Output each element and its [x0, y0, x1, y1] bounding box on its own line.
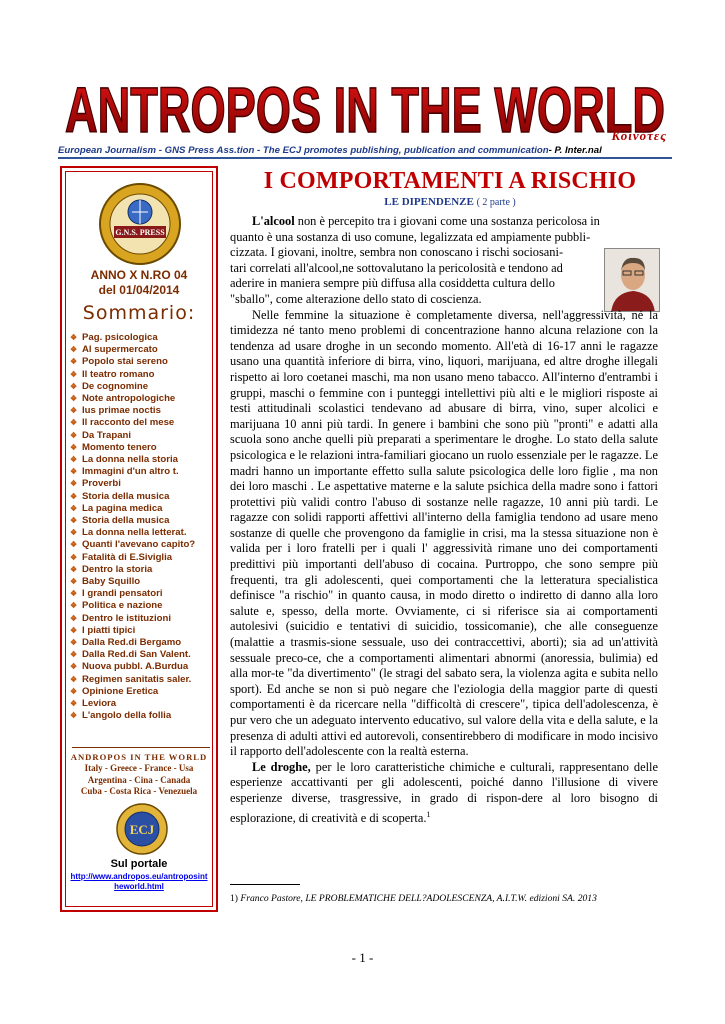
toc-item: [70, 564, 195, 576]
diamond-bullet-icon: ❖: [70, 442, 78, 452]
aitw-countries-line: Italy - Greece - France - Usa: [84, 763, 194, 774]
toc-item-label: Popolo stai sereno: [82, 356, 168, 368]
toc-item: [70, 686, 195, 698]
toc-item: [70, 430, 195, 442]
toc-item-label: Baby Squillo: [82, 576, 141, 588]
diamond-bullet-icon: ❖: [70, 345, 78, 355]
diamond-bullet-icon: ❖: [70, 394, 78, 404]
toc-item-label: Politica e nazione: [82, 600, 163, 612]
diamond-bullet-icon: ❖: [70, 418, 78, 428]
diamond-bullet-icon: ❖: [70, 455, 78, 465]
diamond-bullet-icon: ❖: [70, 357, 78, 367]
droghe-lead: Le droghe,: [252, 759, 311, 774]
toc-item-label: Momento tenero: [82, 441, 157, 453]
toc-item: [70, 539, 195, 551]
toc-item-label: Storia della musica: [82, 515, 170, 527]
toc-item-label: Ius primae noctis: [82, 405, 161, 417]
toc-item: [70, 625, 195, 637]
footnote: 1) Franco Pastore, LE PROBLEMATICHE DELL?ADOLESCENZA, A.I.T.W. edizioni SA. 2013: [230, 893, 597, 904]
diamond-bullet-icon: ❖: [70, 564, 78, 574]
article-body: [230, 214, 658, 826]
toc-item-label: De cognomine: [82, 380, 149, 392]
diamond-bullet-icon: ❖: [70, 491, 78, 501]
toc-item-label: L'angolo della follia: [82, 710, 172, 722]
toc-item-label: Dalla Red.di Bergamo: [82, 637, 182, 649]
toc-item-label: Dalla Red.di San Valent.: [82, 649, 191, 661]
gns-press-seal-logo: [98, 182, 182, 266]
alcool-lead: L'alcool: [252, 214, 295, 228]
toc-item-label: Leviora: [82, 698, 117, 710]
diamond-bullet-icon: ❖: [70, 516, 78, 526]
masthead-logo: [60, 72, 670, 144]
diamond-bullet-icon: ❖: [70, 540, 78, 550]
portal-link[interactable]: http://www.andropos.eu/antroposint heworld.html: [70, 872, 208, 891]
toc-item-label: I piatti tipici: [82, 624, 136, 636]
sidebar: [60, 166, 218, 912]
diamond-bullet-icon: ❖: [70, 699, 78, 709]
paragraph-droghe: Le droghe, per le loro caratteristiche chimiche e culturali, rappresentano delle esperienze accattivanti per gli adolescenti, poiché danno l'illusione di vivere esperienze diverse, trasgressive, in grado di rispon-dere al loro bisogno di esplorazione, di creatività e di scoperta.$^1$: [230, 759, 658, 825]
diamond-bullet-icon: ❖: [70, 601, 78, 611]
diamond-bullet-icon: ❖: [70, 613, 78, 623]
diamond-bullet-icon: ❖: [70, 662, 78, 672]
toc-item-label: Quanti l'avevano capito?: [82, 539, 196, 551]
aitw-countries-line: Cuba - Costa Rica - Venezuela: [80, 786, 198, 797]
toc-item: [70, 393, 195, 405]
sidebar-inner: [65, 171, 213, 907]
toc-item: [70, 588, 195, 600]
toc-item: [70, 527, 195, 539]
header-rule: [58, 157, 672, 159]
toc-item-label: Storia della musica: [82, 490, 170, 502]
diamond-bullet-icon: ❖: [70, 674, 78, 684]
toc-item: [70, 369, 195, 381]
diamond-bullet-icon: ❖: [70, 650, 78, 660]
aitw-heading: ANDROPOS IN THE WORLD: [70, 752, 208, 762]
diamond-bullet-icon: ❖: [70, 528, 78, 538]
toc-item: [70, 576, 195, 588]
toc-item-label: La pagina medica: [82, 502, 163, 514]
toc-item-label: Regimen sanitatis saler.: [82, 673, 192, 685]
toc-item-label: Nuova pubbl. A.Burdua: [82, 661, 189, 673]
toc-item: [70, 637, 195, 649]
paragraph-femmine: Nelle femmine la situazione è completamente diversa, nell'aggressività, né la timidezza né tanto meno problemi di concentrazione hanno alcuna relazione con la tendenza ad usare droghe in un secondo momento. All'età di 16-17 anni le ragazze usano una quantità inferiore di birra, vino, liquori, marijuana, ed altre droghe illegali rispetto ai loro coetanei maschi, ma non usano meno tabacco. All'interno d'entrambi i gruppi, maschi o femmine con i punteggi intellettivi più alti e le migliori risposte ai testi attitudinali scolastici tendevano ad abusare di birra, vino, super alcolici e marijuana 10 anni più tardi. In genere i bambini che sono più "pronti" e adatti alla scuola sono anche quelli più preparati a sperimentare le droghe. Lo stato della salute psicologica e le relazioni intra-familiari giocano un ruolo essenziale per le ragazze. Le madri hanno un importante effetto sulla salute psicologica delle loro figlie , ma non dei loro maschi . Le aspettative materne e la salute psichica della madre sono i fattori protettivi più validi contro l'abuso di sostanze nelle ragazze, 10 anni più tardi. Le ragazze con solidi rapporti affettivi all'interno della famiglia tendono ad usare meno sostanze di quelle che provengono da famiglie in crisi, ma la stessa situazione non è valida per i loro fratelli per i quali l' aggressività rimane uno dei comportamenti predittivi più importanti dell'abuso di cocaina. Purtroppo, che sono sempre più frequenti, tra gli adolescenti, quei comportamenti che la letteratura specialistica definisce "a rischio" in quanto causa, in modo diretto o indiretto di danno alla loro salute e, spesso, della morte. Ovviamente, ci si riferisce sia ai comportamenti autolesivi (suicidio e tentativi di suicidio, tossicomanie), che alle conseguenze (malattie a trasmis-sione sessuale, uso dei contraccettivi, aborti); sia ad un'attività sessuale preco-ce, che a comportamenti alimentari abnormi (anoressia, bulimia) ed alla mor-te "da divertimento" (le stragi del sabato sera, la violenza agita e subita nello sport). Ed anche se non si può negare che l'eziologia della maggior parte di questi comportamenti è da ricercare nella "difficoltà di crescere", tipica dell'adolescenza, è pur vero che un adeguato intervento educativo, sul valore della vita e della salute, e la presenza di adulti attivi ed autorevoli, consentirebbero di modificare in modo incisivo il rapporto dell'adolescente con la realtà esterna.: [230, 307, 658, 759]
diamond-bullet-icon: ❖: [70, 369, 78, 379]
toc-item-label: Pag. psicologica: [82, 332, 158, 343]
diamond-bullet-icon: ❖: [70, 686, 78, 696]
masthead-greek-word: Κοινὸτες: [611, 128, 667, 143]
seal-text: G.N.S. PRESS: [115, 228, 165, 237]
diamond-bullet-icon: ❖: [70, 577, 78, 587]
table-of-contents: [70, 332, 195, 723]
toc-item: [70, 649, 195, 661]
issue-info: [66, 268, 212, 298]
masthead-tagline: [58, 145, 678, 156]
masthead-title: ANTROPOS IN THE WORLD: [65, 74, 665, 144]
portal-label: Sul portale: [110, 858, 168, 870]
footnote-rule: [230, 884, 300, 885]
issue-number: ANNO X N.RO 04: [90, 268, 188, 282]
sommario-heading: Sommario:: [82, 302, 196, 324]
toc-item: [70, 661, 195, 673]
toc-item: [70, 417, 195, 429]
diamond-bullet-icon: ❖: [70, 625, 78, 635]
article-subtitle: LE DIPENDENZE ( 2 parte ): [384, 196, 516, 208]
toc-item-label: Dentro la storia: [82, 563, 153, 575]
paragraph-alcool: L'alcool non è percepito tra i giovani come una sostanza pericolosa in quanto è una sostanza di uso comune, legalizzata ed ampiamente pubbli- cizzata. I giovani, inoltre, sembra non conoscano i rischi sociosani- tari correlati all'alcool,ne sottovalutano la pericolosità e tendono ad aderire in maniera sempre più diffusa alla cosiddetta cultura dello "sballo", come alterazione dello stato di coscienza.: [230, 214, 600, 306]
toc-item-label: La donna nella letterat.: [82, 527, 187, 539]
toc-item: [70, 613, 195, 625]
tagline-main: European Journalism - GNS Press Ass.tion - The ECJ promotes publishing, publication and communication: [58, 145, 549, 156]
toc-item-label: I grandi pensatori: [82, 588, 163, 600]
toc-item: [70, 356, 195, 368]
toc-item: [70, 674, 195, 686]
toc-item-label: Note antropologiche: [82, 393, 176, 405]
diamond-bullet-icon: ❖: [70, 479, 78, 489]
diamond-bullet-icon: ❖: [70, 503, 78, 513]
toc-item: [70, 332, 195, 344]
diamond-bullet-icon: ❖: [70, 467, 78, 477]
toc-item-label: Proverbi: [82, 478, 121, 490]
toc-item: [70, 515, 195, 527]
toc-item: [70, 344, 195, 356]
toc-item-label: Opinione Eretica: [82, 685, 159, 697]
toc-item: [70, 478, 195, 490]
toc-item-label: Immagini d'un altro t.: [82, 466, 179, 478]
toc-item: [70, 698, 195, 710]
ecj-label: ECJ: [129, 822, 155, 837]
toc-item: [70, 710, 195, 722]
toc-item-label: Da Trapani: [82, 429, 132, 441]
toc-item: [70, 405, 195, 417]
toc-item-label: Il racconto del mese: [82, 417, 175, 429]
diamond-bullet-icon: ❖: [70, 406, 78, 416]
diamond-bullet-icon: ❖: [70, 711, 78, 721]
toc-item-label: Fatalità di E.Siviglia: [82, 551, 173, 563]
footnote-ref: 1: [426, 809, 431, 819]
diamond-bullet-icon: ❖: [70, 430, 78, 440]
diamond-bullet-icon: ❖: [70, 589, 78, 599]
diamond-bullet-icon: ❖: [70, 638, 78, 648]
toc-item: [70, 503, 195, 515]
article-title: I COMPORTAMENTI A RISCHIO: [263, 168, 637, 194]
diamond-bullet-icon: ❖: [70, 333, 78, 342]
tagline-tail: - P. Inter.nal: [548, 145, 602, 156]
page-number: - 1 -: [351, 950, 374, 965]
toc-item-label: La donna nella storia: [82, 454, 178, 466]
toc-item: [70, 552, 195, 564]
toc-item: [70, 381, 195, 393]
toc-item-label: Il teatro romano: [82, 368, 155, 380]
diamond-bullet-icon: ❖: [70, 381, 78, 391]
toc-item: [70, 454, 195, 466]
toc-item: [70, 466, 195, 478]
toc-item-label: Dentro le istituzioni: [82, 612, 172, 624]
toc-item: [70, 600, 195, 612]
diamond-bullet-icon: ❖: [70, 552, 78, 562]
issue-date: del 01/04/2014: [98, 283, 180, 297]
aitw-countries: [66, 752, 212, 798]
toc-item: [70, 491, 195, 503]
ecj-seal-logo: [112, 802, 172, 856]
sidebar-divider: [72, 747, 210, 748]
toc-item-label: Al supermercato: [82, 344, 158, 356]
toc-item: [70, 442, 195, 454]
aitw-countries-line: Argentina - Cina - Canada: [87, 774, 191, 785]
